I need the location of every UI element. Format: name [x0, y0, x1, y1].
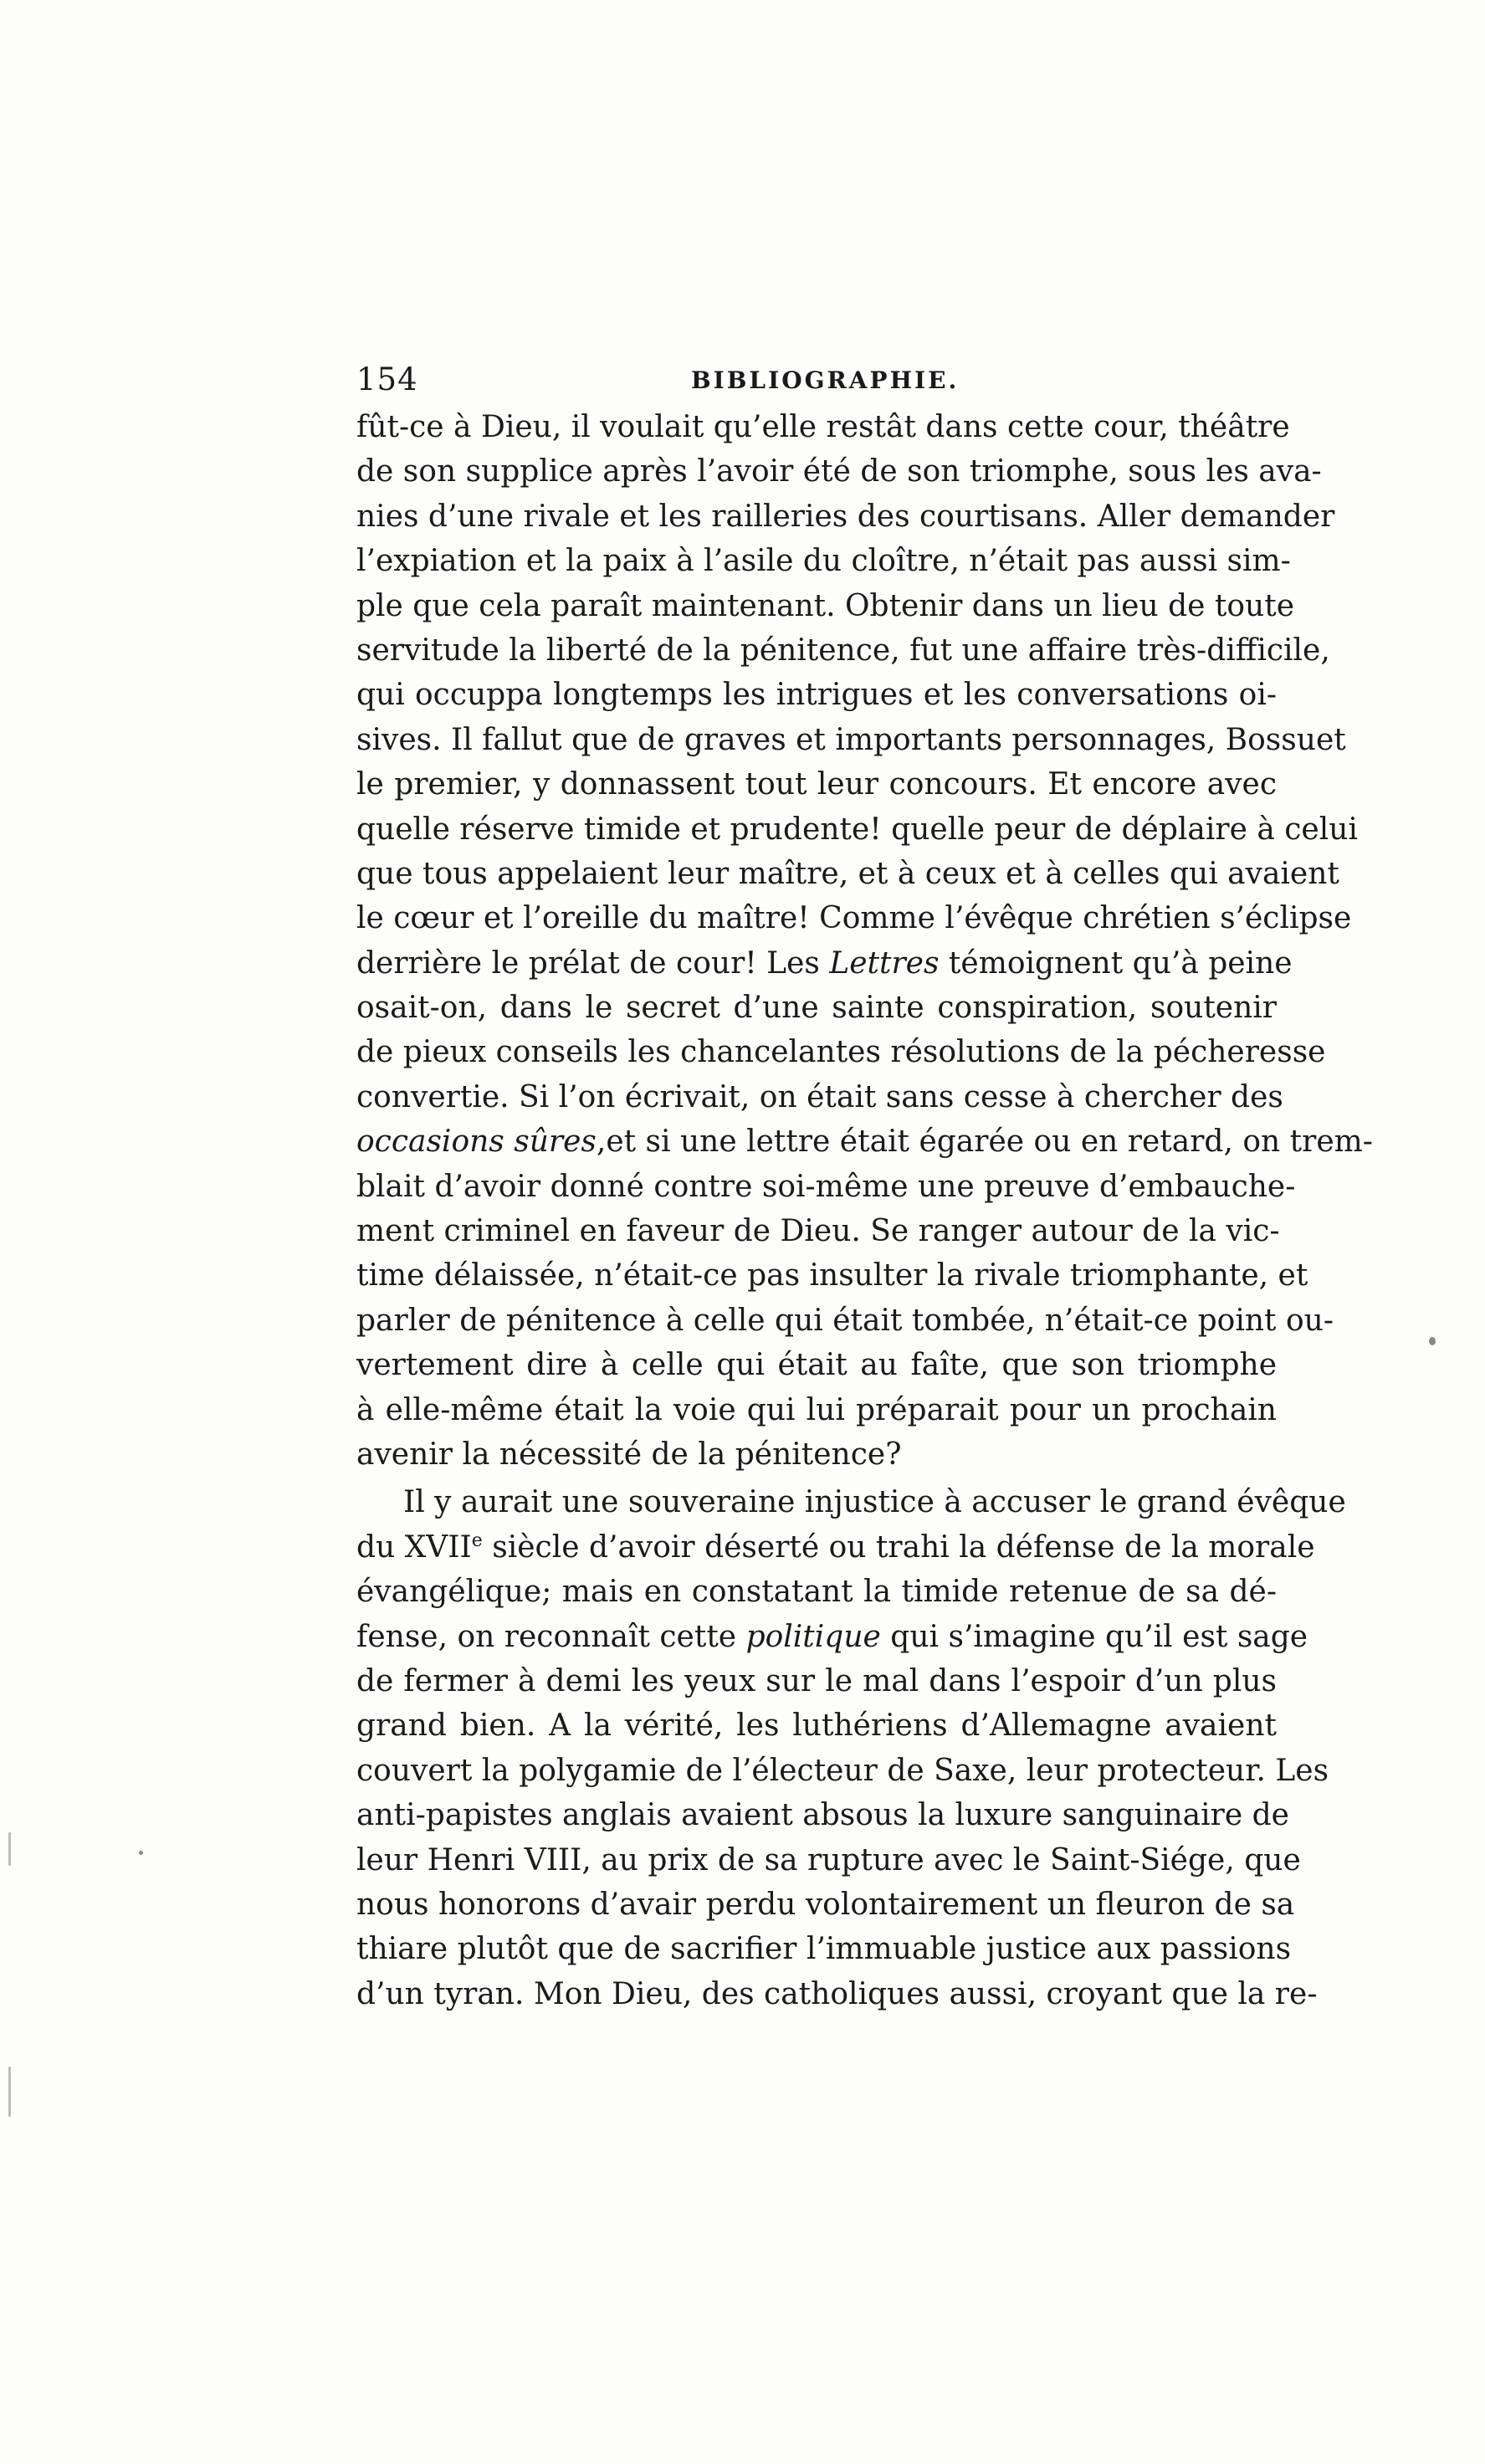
text-line: ple que cela paraît maintenant. Obtenir dans un lieu de toute [356, 588, 1294, 623]
text-line: nies d’une rivale et les railleries des courtisans. Aller demander [356, 499, 1335, 534]
superscript: e [471, 1529, 483, 1551]
text-line: ment criminel en faveur de Dieu. Se ranger autour de la vic- [356, 1214, 1280, 1249]
running-title: BIBLIOGRAPHIE. [691, 366, 960, 394]
paragraph [356, 405, 1373, 1477]
text-line: sives. Il fallut que de graves et importants personnages, Bossuet [356, 722, 1346, 757]
scan-speck [1429, 1337, 1436, 1345]
text-line: couvert la polygamie de l’électeur de Saxe, leur protecteur. Les [356, 1753, 1329, 1788]
text-line: de fermer à demi les yeux sur le mal dans l’espoir d’un plus [356, 1663, 1277, 1698]
text-segment: du XVII [356, 1529, 472, 1565]
text-line: thiare plutôt que de sacrifier l’immuable justice aux passions [356, 1932, 1292, 1967]
text-line: convertie. Si l’on écrivait, on était sans cesse à chercher des [356, 1079, 1283, 1114]
text-line: évangélique; mais en constatant la timide retenue de sa dé- [356, 1575, 1277, 1610]
text-line: blait d’avoir donné contre soi-même une preuve d’embauche- [356, 1169, 1296, 1204]
text-line: osait-on, dans le secret d’une sainte conspiration, soutenir [356, 991, 1277, 1026]
text-segment: ,et si une lettre était égarée ou en retard, on trem- [596, 1124, 1373, 1160]
italic-lettres: Lettres [829, 945, 940, 981]
body-text [356, 405, 1373, 2016]
italic-occasions: occasions sûres [356, 1124, 597, 1160]
text-segment: fense, on reconnaît cette [356, 1619, 737, 1654]
text-line: de pieux conseils les chancelantes résolutions de la pécheresse [356, 1035, 1326, 1070]
text-line: fût-ce à Dieu, il voulait qu’elle restât dans cette cour, théâtre [356, 410, 1290, 444]
scan-speck [139, 1851, 143, 1855]
text-line [356, 1119, 1373, 1164]
scan-speck [8, 1832, 11, 1866]
text-line: qui occuppa longtemps les intrigues et les conversations oi- [356, 678, 1277, 713]
text-segment: témoignent qu’à peine [948, 945, 1293, 981]
text-segment: siècle d’avoir déserté ou trahi la défense de la morale [492, 1529, 1315, 1565]
text-line: l’expiation et la paix à l’asile du cloître, n’était pas aussi sim- [356, 544, 1291, 579]
scan-speck [8, 2067, 11, 2117]
text-line: parler de pénitence à celle qui était tombée, n’était-ce point ou- [356, 1303, 1334, 1338]
page-header [356, 361, 1277, 403]
text-segment: derrière le prélat de cour! Les [356, 945, 820, 981]
text-line: que tous appelaient leur maître, et à ceux et à celles qui avaient [356, 856, 1339, 891]
text-line: à elle-même était la voie qui lui préparait pour un prochain [356, 1392, 1277, 1427]
text-line: vertement dire à celle qui était au faîte, que son triomphe [356, 1348, 1277, 1383]
text-line: grand bien. A la vérité, les luthériens d’Allemagne avaient [356, 1708, 1277, 1744]
text-segment: qui s’imagine qu’il est sage [890, 1619, 1308, 1654]
paragraph [356, 1480, 1346, 2016]
text-line: anti-papistes anglais avaient absous la luxure sanguinaire de [356, 1798, 1289, 1833]
text-line [356, 1525, 1315, 1570]
text-line: Il y aurait une souveraine injustice à accuser le grand évêque [403, 1485, 1346, 1520]
text-line: time délaissée, n’était-ce pas insulter la rivale triomphante, et [356, 1258, 1308, 1293]
text-line [356, 941, 1293, 986]
text-line: servitude la liberté de la pénitence, fut une affaire très-difficile, [356, 633, 1330, 668]
text-line: leur Henri VIII, au prix de sa rupture avec le Saint-Siége, que [356, 1842, 1301, 1877]
text-line: de son supplice après l’avoir été de son triomphe, sous les ava- [356, 454, 1322, 489]
text-line [356, 1615, 1308, 1659]
text-line: d’un tyran. Mon Dieu, des catholiques aussi, croyant que la re- [356, 1976, 1318, 2011]
text-line: avenir la nécessité de la pénitence? [356, 1437, 902, 1472]
text-line: nous honorons d’avair perdu volontairement un fleuron de sa [356, 1887, 1295, 1922]
text-line: quelle réserve timide et prudente! quelle peur de déplaire à celui [356, 812, 1358, 847]
text-line: le cœur et l’oreille du maître! Comme l’évêque chrétien s’éclipse [356, 901, 1352, 936]
italic-politique: politique [745, 1619, 881, 1654]
page-number: 154 [356, 361, 418, 397]
text-line: le premier, y donnassent tout leur concours. Et encore avec [356, 767, 1277, 802]
